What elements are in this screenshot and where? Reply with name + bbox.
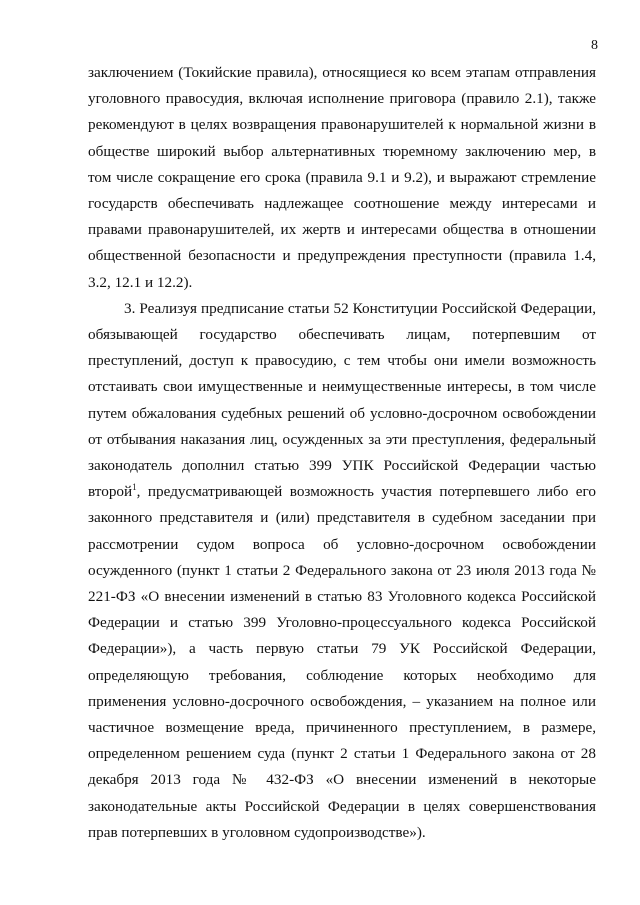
paragraph-3-text-after-footnote: , предусматривающей возможность участия потерпевшего либо его законного представителя и (или) представителя в судебном заседании при рассмотрении судом вопроса об условно-досрочном освобождении осужденного (пункт 1 статьи 2 Федерального закона от 23 июля 2013 года № 221-ФЗ «О внесении изменений в статью 83 Уголовного кодекса Российской Федерации и статью 399 Уголовно-процессуального кодекса Российской Федерации»), а часть первую статьи 79 УК Российской Федерации, определяющую требования, соблюдение которых необходимо для применения условно-досрочного освобождения, – указанием на полное или частичное возмещение вреда, причиненного преступлением, в размере, определенном решением суда (пункт 2 статьи 1 Федерального закона от 28 декабря 2013 года № 432-ФЗ «О внесении изменений в некоторые законодательные акты Российской Федерации в целях совершенствования прав потерпевших в уголовном судопроизводстве»). (88, 483, 596, 841)
page-number: 8 (591, 38, 598, 53)
paragraph-continuation: заключением (Токийские правила), относящиеся ко всем этапам отправления уголовного правосудия, включая исполнение приговора (правило 2.1), также рекомендуют в целях возвращения правонарушителей к нормальной жизни в обществе широкий выбор альтернативных тюремному заключению мер, в том числе сокращение его срока (правила 9.1 и 9.2), и выражают стремление государств обеспечивать надлежащее соотношение между интересами и правами правонарушителей, их жертв и интересами общества в отношении общественной безопасности и предупреждения преступности (правила 1.4, 3.2, 12.1 и 12.2). (88, 64, 596, 291)
footnote-reference[interactable]: 1 (132, 482, 137, 493)
paragraph-3 (88, 296, 596, 846)
paragraph-3-text-before-footnote: 3. Реализуя предписание статьи 52 Конституции Российской Федерации, обязывающей государство обеспечивать лицам, потерпевшим от преступлений, доступ к правосудию, с тем чтобы они имели возможность отстаивать свои имущественные и неимущественные интересы, в том числе путем обжалования судебных решений об условно-досрочном освобождении от отбывания наказания лиц, осужденных за эти преступления, федеральный законодатель дополнил статью 399 УПК Российской Федерации частью второй (88, 299, 596, 501)
document-body (88, 60, 596, 846)
